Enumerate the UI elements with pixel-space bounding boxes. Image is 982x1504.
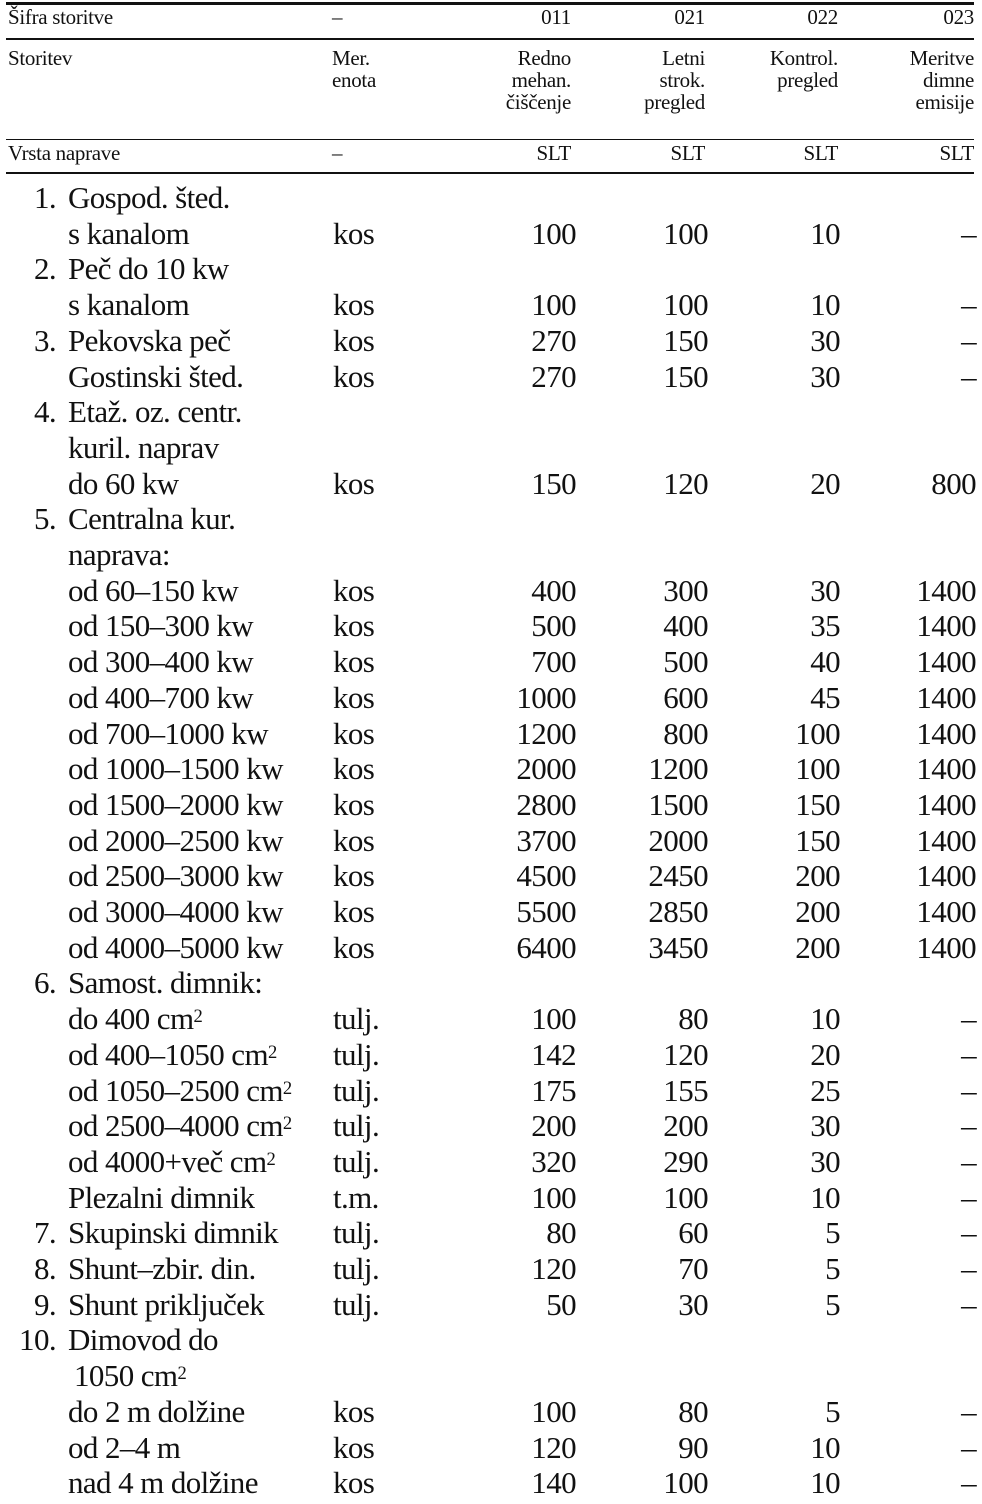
row-value-1: 270 [531,359,576,394]
row-value-1: 700 [531,644,576,679]
row-number: 10. [19,1322,56,1357]
row-unit: kos [333,823,375,858]
row-value-1: 270 [531,323,576,358]
row-value-3: 30 [810,1144,840,1179]
row-unit: tulj. [333,1001,380,1036]
row-value-4: – [961,1037,976,1072]
row-value-3: 10 [810,1001,840,1036]
row-value-1: 100 [531,1180,576,1215]
row-value-2: 200 [663,1108,708,1143]
row-value-3: 20 [810,1037,840,1072]
row-value-1: 100 [531,1394,576,1429]
row-value-3: 10 [810,287,840,322]
row-value-3: 25 [810,1073,840,1108]
row-number: 3. [33,323,56,358]
row-unit: kos [333,359,375,394]
row-unit: kos [333,680,375,715]
row-label: 1050 $cm^2$ [74,1358,187,1393]
row-value-1: 80 [546,1215,576,1250]
row-value-4: 1400 [916,573,976,608]
row-value-4: – [961,1180,976,1215]
row-label: Peč do 10 kw [68,251,229,286]
row-value-3: 5 [825,1215,840,1250]
row-value-4: – [961,1215,976,1250]
row-value-2: 150 [663,323,708,358]
row-value-1: 4500 [516,858,576,893]
row-value-1: 320 [531,1144,576,1179]
code-row-cell-3: 021 [674,5,705,29]
superscript-two: 2 [282,1078,292,1099]
row-value-4: – [961,1073,976,1108]
row-unit: tulj. [333,1215,380,1250]
row-value-1: 120 [531,1430,576,1465]
row-value-3: 5 [825,1394,840,1429]
row-value-3: 10 [810,1430,840,1465]
row-value-3: 200 [795,858,840,893]
row-value-2: 60 [678,1215,708,1250]
service-row-cell-0: Storitev [8,46,73,70]
row-value-3: 5 [825,1251,840,1286]
row-value-2: 80 [678,1001,708,1036]
device-type-row-cell-2: SLT [536,141,571,165]
row-unit: kos [333,787,375,822]
row-label: nad 4 m dolžine [68,1465,258,1500]
superscript-two: 2 [267,1042,277,1063]
row-label: od 2–4 m [68,1430,181,1465]
row-value-3: 30 [810,1108,840,1143]
header-rule-1 [6,38,974,40]
device-type-row-cell-4: SLT [803,141,838,165]
row-label: od 2500–4000 $cm^2$ [68,1108,292,1143]
row-value-2: 800 [663,716,708,751]
row-value-3: 10 [810,216,840,251]
row-label: kuril. naprav [68,430,219,465]
row-unit: kos [333,930,375,965]
row-value-3: 20 [810,466,840,501]
row-value-2: 1500 [648,787,708,822]
row-value-3: 200 [795,894,840,929]
device-type-row-cell-3: SLT [670,141,705,165]
row-unit: kos [333,644,375,679]
row-value-1: 2800 [516,787,576,822]
row-value-2: 600 [663,680,708,715]
row-value-4: 1400 [916,930,976,965]
row-unit: tulj. [333,1037,380,1072]
row-value-4: 1400 [916,787,976,822]
row-label: Plezalni dimnik [68,1180,255,1215]
code-row-cell-0: Šifra storitve [8,5,113,29]
row-value-2: 2450 [648,858,708,893]
row-value-2: 70 [678,1251,708,1286]
row-value-4: 1400 [916,823,976,858]
device-type-row-cell-0: Vrsta naprave [8,141,121,165]
row-value-3: 200 [795,930,840,965]
row-value-1: 3700 [516,823,576,858]
row-value-2: 120 [663,1037,708,1072]
row-value-3: 35 [810,608,840,643]
row-label: Etaž. oz. centr. [68,394,242,429]
row-label: od 1500–2000 kw [68,787,283,822]
row-value-3: 30 [810,573,840,608]
row-label: s kanalom [68,287,190,322]
row-label: od 1050–2500 $cm^2$ [68,1073,292,1108]
row-label: od 3000–4000 kw [68,894,283,929]
row-value-2: 90 [678,1430,708,1465]
row-number: 8. [33,1251,56,1286]
row-value-4: – [961,1394,976,1429]
row-value-2: 100 [663,1465,708,1500]
row-value-3: 45 [810,680,840,715]
row-label: Centralna kur. [68,501,236,536]
row-label: Shunt priključek [68,1287,265,1322]
row-value-2: 3450 [648,930,708,965]
service-row-cell-5: Meritve dimne emisije [909,46,974,114]
row-unit: kos [333,323,375,358]
row-value-4: – [961,1465,976,1500]
header-rule-3 [6,172,974,174]
row-label: Pekovska peč [68,323,231,358]
row-value-3: 30 [810,359,840,394]
row-value-2: 80 [678,1394,708,1429]
row-value-4: 1400 [916,858,976,893]
row-unit: kos [333,894,375,929]
row-value-3: 100 [795,716,840,751]
row-number: 1. [33,180,56,215]
superscript-two: 2 [282,1113,292,1134]
row-value-1: 175 [531,1073,576,1108]
row-value-1: 100 [531,216,576,251]
row-label: od 300–400 kw [68,644,254,679]
row-value-4: – [961,359,976,394]
row-value-2: 1200 [648,751,708,786]
row-label: od 2000–2500 kw [68,823,283,858]
row-value-4: 1400 [916,894,976,929]
code-row-cell-1: – [332,5,343,29]
row-label: od 4000–5000 kw [68,930,283,965]
row-unit: t.m. [333,1180,379,1215]
row-value-1: 50 [546,1287,576,1322]
row-value-3: 40 [810,644,840,679]
row-label: Skupinski dimnik [68,1215,279,1250]
row-number: 7. [33,1215,56,1250]
row-value-4: 1400 [916,751,976,786]
row-value-1: 120 [531,1251,576,1286]
row-number: 6. [33,965,56,1000]
row-value-2: 2850 [648,894,708,929]
row-value-1: 142 [531,1037,576,1072]
superscript-two: 2 [193,1006,203,1027]
row-value-4: – [961,216,976,251]
row-value-2: 400 [663,608,708,643]
row-value-3: 30 [810,323,840,358]
row-label: Gostinski šted. [68,359,244,394]
service-row-cell-2: Redno mehan. čiščenje [505,46,571,114]
row-value-2: 290 [663,1144,708,1179]
row-value-4: – [961,323,976,358]
row-value-2: 120 [663,466,708,501]
row-label: od 60–150 kw [68,573,239,608]
row-unit: tulj. [333,1144,380,1179]
row-unit: kos [333,751,375,786]
row-value-1: 6400 [516,930,576,965]
row-unit: kos [333,287,375,322]
row-number: 4. [33,394,56,429]
row-value-4: 1400 [916,716,976,751]
row-value-1: 100 [531,287,576,322]
row-value-4: – [961,287,976,322]
row-unit: kos [333,608,375,643]
row-value-4: – [961,1430,976,1465]
superscript-two: 2 [177,1363,187,1384]
row-unit: kos [333,1394,375,1429]
row-value-1: 140 [531,1465,576,1500]
row-unit: kos [333,858,375,893]
row-value-2: 30 [678,1287,708,1322]
row-value-1: 5500 [516,894,576,929]
row-unit: tulj. [333,1287,380,1322]
row-label: od 1000–1500 kw [68,751,283,786]
row-value-4: – [961,1251,976,1286]
row-value-2: 100 [663,1180,708,1215]
row-value-3: 10 [810,1180,840,1215]
row-label: s kanalom [68,216,190,251]
row-value-2: 2000 [648,823,708,858]
device-type-row-cell-1: – [332,141,343,165]
row-value-3: 100 [795,751,840,786]
row-unit: kos [333,716,375,751]
superscript-two: 2 [266,1149,276,1170]
row-value-4: – [961,1287,976,1322]
code-row-cell-5: 023 [943,5,974,29]
row-value-2: 300 [663,573,708,608]
row-value-2: 150 [663,359,708,394]
row-label: od 400–1050 $cm^2$ [68,1037,277,1072]
row-value-2: 155 [663,1073,708,1108]
row-unit: kos [333,466,375,501]
row-value-1: 150 [531,466,576,501]
header-rule-2 [6,139,974,140]
row-value-4: 1400 [916,608,976,643]
row-value-4: 800 [931,466,976,501]
row-label: Dimovod do [68,1322,218,1357]
service-row-cell-4: Kontrol. pregled [769,46,838,92]
row-label: do 2 m dolžine [68,1394,245,1429]
row-value-1: 1200 [516,716,576,751]
row-value-2: 100 [663,287,708,322]
row-value-3: 5 [825,1287,840,1322]
row-unit: kos [333,1465,375,1500]
row-label: od 150–300 kw [68,608,254,643]
row-number: 2. [33,251,56,286]
row-value-3: 150 [795,787,840,822]
row-value-4: 1400 [916,680,976,715]
row-value-2: 500 [663,644,708,679]
row-unit: tulj. [333,1251,380,1286]
row-value-3: 150 [795,823,840,858]
row-value-1: 2000 [516,751,576,786]
service-row-cell-1: Mer. enota [332,46,376,92]
row-value-4: 1400 [916,644,976,679]
row-unit: tulj. [333,1073,380,1108]
row-label: do 400 $cm^2$ [68,1001,203,1036]
row-number: 9. [33,1287,56,1322]
row-unit: kos [333,216,375,251]
row-label: do 60 kw [68,466,179,501]
row-value-2: 100 [663,216,708,251]
row-unit: tulj. [333,1108,380,1143]
row-value-4: – [961,1108,976,1143]
row-unit: kos [333,1430,375,1465]
row-label: Shunt–zbir. din. [68,1251,256,1286]
row-value-3: 10 [810,1465,840,1500]
row-value-1: 500 [531,608,576,643]
row-number: 5. [33,501,56,536]
row-unit: kos [333,573,375,608]
row-value-4: – [961,1144,976,1179]
device-type-row-cell-5: SLT [939,141,974,165]
row-label: od 700–1000 kw [68,716,268,751]
code-row-cell-2: 011 [541,5,571,29]
code-row-cell-4: 022 [807,5,838,29]
service-row-cell-3: Letni strok. pregled [644,46,705,114]
row-value-1: 100 [531,1001,576,1036]
row-label: od 4000+več $cm^2$ [68,1144,276,1179]
row-label: Samost. dimnik: [68,965,263,1000]
row-value-1: 400 [531,573,576,608]
row-label: naprava: [68,537,170,572]
row-label: Gospod. šted. [68,180,230,215]
row-value-4: – [961,1001,976,1036]
row-label: od 400–700 kw [68,680,254,715]
row-value-1: 1000 [516,680,576,715]
row-value-1: 200 [531,1108,576,1143]
row-label: od 2500–3000 kw [68,858,283,893]
